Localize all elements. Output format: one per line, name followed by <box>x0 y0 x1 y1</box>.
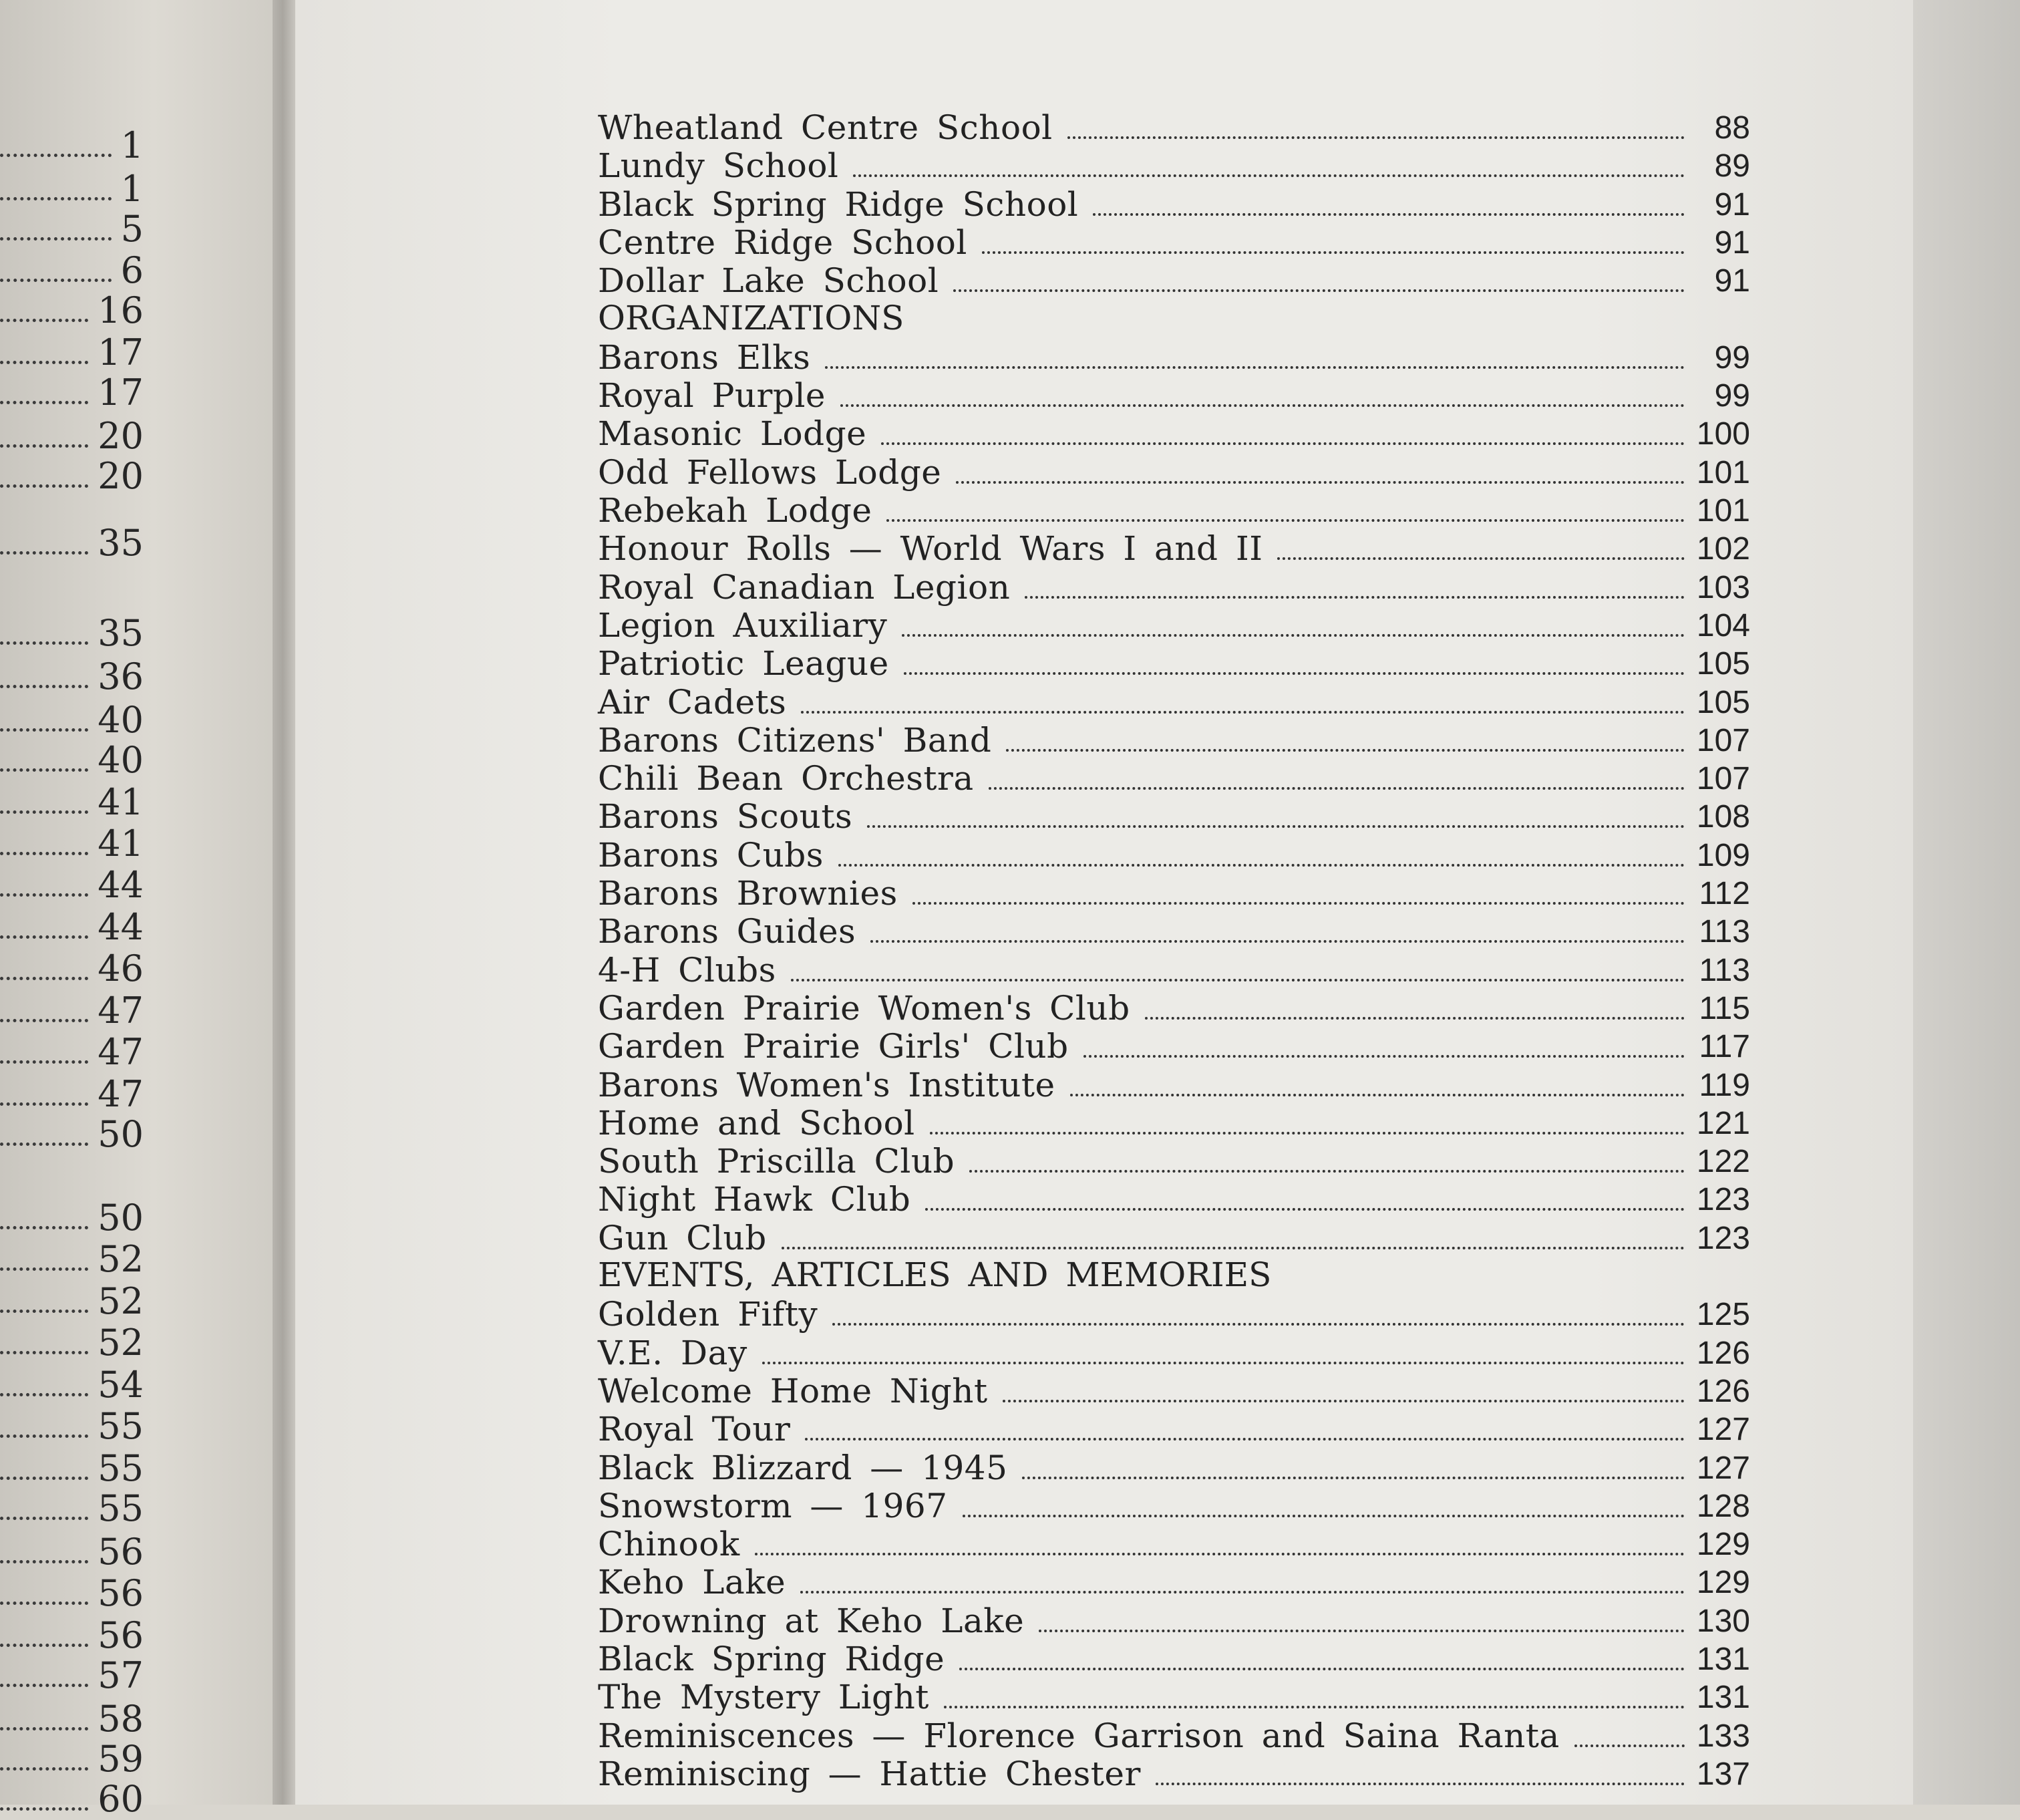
toc-entry <box>598 1370 1750 1408</box>
left-page-number: 35 <box>98 612 144 654</box>
toc-entry <box>598 1676 1750 1714</box>
dot-leader <box>0 641 88 645</box>
dot-leader <box>1083 1055 1685 1058</box>
toc-entry <box>598 1561 1750 1602</box>
dot-leader <box>886 519 1685 522</box>
dot-leader <box>969 1170 1685 1173</box>
left-page-number: 52 <box>98 1322 144 1364</box>
toc-entry-page: 105 <box>1696 646 1750 681</box>
toc-entry <box>598 337 1750 377</box>
toc-entry <box>598 988 1750 1028</box>
dot-leader <box>1003 1400 1685 1402</box>
dot-leader <box>953 289 1685 292</box>
toc-entry-page: 133 <box>1696 1718 1750 1754</box>
left-toc-row <box>0 124 144 166</box>
dot-leader <box>0 977 88 980</box>
toc-entry-page: 101 <box>1696 455 1750 490</box>
dot-leader <box>0 728 88 732</box>
dot-leader <box>0 1727 88 1730</box>
left-page-number: 52 <box>98 1280 144 1322</box>
dot-leader <box>805 1438 1685 1440</box>
toc-entry-title: The Mystery Light <box>598 1678 929 1716</box>
dot-leader <box>0 1517 88 1520</box>
toc-entry <box>598 681 1750 722</box>
toc-entry-page: 109 <box>1696 838 1750 873</box>
toc-entry-page: 131 <box>1696 1680 1750 1715</box>
toc-entry <box>598 796 1750 836</box>
toc-entry <box>598 758 1750 798</box>
toc-entry <box>598 1600 1750 1638</box>
toc-entry-page: 123 <box>1696 1221 1750 1256</box>
dot-leader <box>0 551 88 555</box>
toc-entry-title: Black Spring Ridge <box>598 1640 945 1678</box>
left-toc-row <box>0 1238 144 1280</box>
dot-leader <box>0 319 88 322</box>
dot-leader <box>989 787 1685 790</box>
dot-leader <box>0 1434 88 1438</box>
dot-leader <box>0 935 88 939</box>
left-page-number: 16 <box>98 289 144 331</box>
left-toc-row <box>0 1280 144 1322</box>
dot-leader <box>1025 596 1685 599</box>
dot-leader <box>0 1267 88 1271</box>
dot-leader <box>0 1807 88 1811</box>
left-toc-row <box>0 289 144 331</box>
dot-leader <box>0 1226 88 1229</box>
left-page-number: 44 <box>98 906 144 948</box>
toc-entry-page: 107 <box>1696 761 1750 796</box>
toc-entry <box>598 643 1750 683</box>
toc-entry-title: Reminiscences — Florence Garrison and Saina Ranta <box>598 1716 1560 1755</box>
toc-entry-title: Garden Prairie Women's Club <box>598 989 1130 1028</box>
dot-leader <box>925 1208 1685 1211</box>
toc-entry <box>598 873 1750 913</box>
toc-entry-page: 91 <box>1714 225 1750 261</box>
left-page-number: 1 <box>120 124 144 166</box>
left-toc-row <box>0 1614 144 1656</box>
dot-leader <box>1022 1477 1685 1479</box>
dot-leader <box>801 711 1685 714</box>
dot-leader <box>0 852 88 855</box>
left-page-number: 40 <box>98 699 144 741</box>
dot-leader <box>0 1019 88 1022</box>
toc-entry-title: Royal Tour <box>598 1410 791 1449</box>
toc-entry-page: 130 <box>1696 1604 1750 1639</box>
toc-entry-title: Odd Fellows Lodge <box>598 453 942 492</box>
toc-entry <box>598 949 1750 990</box>
left-page-number: 52 <box>98 1238 144 1280</box>
dot-leader <box>1006 749 1685 752</box>
toc-entry <box>598 1141 1750 1181</box>
toc-entry <box>598 452 1750 492</box>
dot-leader <box>902 634 1685 637</box>
toc-entry <box>598 222 1750 262</box>
toc-entry <box>598 145 1750 185</box>
left-toc-row <box>0 1572 144 1614</box>
toc-entry-page: 127 <box>1696 1412 1750 1447</box>
left-page-number: 20 <box>98 415 144 457</box>
left-toc-row <box>0 1531 144 1573</box>
dot-leader <box>963 1515 1685 1517</box>
left-page-number: 41 <box>98 822 144 865</box>
left-page-number: 57 <box>98 1654 144 1696</box>
toc-entry-title: Barons Guides <box>598 912 856 951</box>
left-toc-row <box>0 455 144 497</box>
left-toc-row <box>0 1113 144 1155</box>
left-toc-row <box>0 781 144 823</box>
section-heading: ORGANIZATIONS <box>598 299 904 337</box>
dot-leader <box>800 1591 1685 1594</box>
left-toc-row <box>0 371 144 414</box>
dot-leader <box>0 1560 88 1563</box>
toc-entry <box>598 911 1750 951</box>
dot-leader <box>840 404 1685 407</box>
left-toc-row <box>0 1322 144 1364</box>
left-page-number: 36 <box>98 655 144 698</box>
toc-entry-page: 117 <box>1699 1029 1750 1064</box>
toc-entry <box>598 413 1750 453</box>
left-page-number: 56 <box>98 1614 144 1656</box>
toc-entry-title: V.E. Day <box>598 1334 747 1372</box>
toc-entry-page: 100 <box>1696 416 1750 452</box>
toc-entry-title: Golden Fifty <box>598 1295 818 1334</box>
toc-entry-title: Gun Club <box>598 1219 767 1257</box>
dot-leader <box>1156 1783 1685 1785</box>
toc-entry <box>598 720 1750 760</box>
toc-entry-title: Welcome Home Night <box>598 1372 988 1410</box>
left-page-number: 44 <box>98 864 144 906</box>
toc-entry-page: 137 <box>1696 1757 1750 1792</box>
left-toc-row <box>0 739 144 781</box>
left-page-number: 55 <box>98 1447 144 1489</box>
toc-entry-title: Drowning at Keho Lake <box>598 1602 1025 1640</box>
toc-entry-title: Legion Auxiliary <box>598 606 888 645</box>
toc-entry <box>598 1523 1750 1561</box>
toc-entry-page: 126 <box>1696 1374 1750 1409</box>
toc-entry <box>598 1064 1750 1102</box>
toc-entry-title: Barons Cubs <box>598 836 824 875</box>
dot-leader <box>944 1706 1685 1708</box>
left-toc-row <box>0 864 144 906</box>
toc-entry-title: South Priscilla Club <box>598 1142 955 1181</box>
toc-entry-title: Keho Lake <box>598 1563 786 1602</box>
toc-entry-page: 103 <box>1696 570 1750 605</box>
dot-leader <box>755 1553 1685 1555</box>
left-toc-row <box>0 1778 144 1820</box>
toc-entry-page: 105 <box>1696 685 1750 720</box>
left-toc-row <box>0 1487 144 1529</box>
toc-entry <box>598 1447 1750 1485</box>
page-edge <box>1913 0 2020 1805</box>
toc-entry <box>598 1753 1750 1791</box>
left-toc-row <box>0 1447 144 1489</box>
dot-leader <box>1070 1094 1685 1096</box>
left-toc-row <box>0 249 144 291</box>
toc-entry-page: 107 <box>1696 723 1750 758</box>
left-page-number: 5 <box>120 208 144 250</box>
dot-leader <box>0 401 88 404</box>
dot-leader <box>782 1247 1685 1249</box>
toc-entry <box>598 107 1750 147</box>
left-toc-row <box>0 1031 144 1073</box>
toc-entry-title: Wheatland Centre School <box>598 108 1053 147</box>
toc-entry-title: Barons Elks <box>598 338 811 377</box>
left-toc-row <box>0 415 144 457</box>
left-page-number: 55 <box>98 1405 144 1447</box>
dot-leader <box>853 174 1685 177</box>
left-page-number: 47 <box>98 990 144 1032</box>
left-toc-row <box>0 1405 144 1447</box>
toc-entry-page: 102 <box>1696 531 1750 567</box>
toc-entry-title: Air Cadets <box>598 683 787 722</box>
section-heading: EVENTS, ARTICLES AND MEMORIES <box>598 1255 1272 1294</box>
left-toc-row <box>0 906 144 948</box>
dot-leader <box>959 1668 1685 1670</box>
toc-entry-title: Black Spring Ridge School <box>598 185 1079 224</box>
dot-leader <box>912 902 1685 905</box>
left-page-number: 50 <box>98 1113 144 1155</box>
toc-entry <box>598 605 1750 645</box>
left-page-number: 58 <box>98 1698 144 1740</box>
left-page-number: 54 <box>98 1364 144 1406</box>
left-page-number: 47 <box>98 1031 144 1073</box>
toc-entry <box>598 835 1750 875</box>
toc-entry <box>598 184 1750 224</box>
toc-entry-page: 129 <box>1696 1527 1750 1562</box>
toc-entry-page: 115 <box>1699 991 1750 1026</box>
dot-leader <box>1039 1630 1685 1632</box>
toc-entry-title: Snowstorm — 1967 <box>598 1487 948 1525</box>
toc-entry-title: Barons Scouts <box>598 797 853 836</box>
toc-entry-page: 91 <box>1714 263 1750 299</box>
dot-leader <box>930 1132 1685 1134</box>
left-page-number: 20 <box>98 455 144 497</box>
dot-leader <box>0 279 112 282</box>
dot-leader <box>0 361 88 364</box>
toc-entry-page: 126 <box>1696 1336 1750 1371</box>
dot-leader <box>0 197 112 200</box>
left-toc-row <box>0 699 144 741</box>
dot-leader <box>0 1143 88 1146</box>
toc-entry-title: Masonic Lodge <box>598 414 867 453</box>
dot-leader <box>1093 213 1685 216</box>
dot-leader <box>0 1351 88 1354</box>
toc-entry-page: 129 <box>1696 1565 1750 1600</box>
toc-entry-page: 91 <box>1714 187 1750 222</box>
left-page-number: 17 <box>98 331 144 373</box>
dot-leader <box>870 940 1685 943</box>
dot-leader <box>956 481 1685 484</box>
dot-leader <box>0 685 88 688</box>
dot-leader <box>0 1477 88 1480</box>
dot-leader <box>0 444 88 448</box>
left-toc-row <box>0 822 144 865</box>
toc-entry-page: 127 <box>1696 1451 1750 1486</box>
dot-leader <box>1067 136 1685 139</box>
left-page-number: 60 <box>98 1778 144 1820</box>
toc-entry-title: Royal Purple <box>598 376 826 415</box>
toc-entry <box>598 1408 1750 1449</box>
dot-leader <box>838 864 1685 867</box>
dot-leader <box>0 1060 88 1064</box>
left-toc-row <box>0 655 144 698</box>
toc-entry-title: Centre Ridge School <box>598 223 967 262</box>
left-toc-row <box>0 990 144 1032</box>
toc-entry <box>598 1179 1750 1219</box>
toc-entry-page: 89 <box>1714 148 1750 184</box>
left-toc-row <box>0 1197 144 1239</box>
left-page-number: 56 <box>98 1572 144 1614</box>
left-toc-row <box>0 168 144 210</box>
dot-leader <box>825 366 1685 369</box>
dot-leader <box>0 484 88 488</box>
toc-entry <box>598 1638 1750 1676</box>
dot-leader <box>0 893 88 897</box>
dot-leader <box>0 237 112 241</box>
dot-leader <box>0 768 88 772</box>
toc-entry-page: 122 <box>1696 1144 1750 1179</box>
left-toc-row <box>0 1073 144 1115</box>
toc-entry-title: Night Hawk Club <box>598 1180 911 1219</box>
dot-leader <box>0 1767 88 1771</box>
toc-entry-page: 99 <box>1714 378 1750 414</box>
left-page-number: 55 <box>98 1487 144 1529</box>
toc-entry-title: Chili Bean Orchestra <box>598 759 974 798</box>
left-toc-row <box>0 1654 144 1696</box>
toc-entry-title: Barons Women's Institute <box>598 1066 1055 1104</box>
toc-entry-title: Honour Rolls — World Wars I and II <box>598 529 1263 568</box>
toc-entry-page: 99 <box>1714 340 1750 375</box>
left-toc-row <box>0 522 144 564</box>
toc-entry-page: 101 <box>1696 493 1750 528</box>
left-page-number: 46 <box>98 947 144 990</box>
toc-entry-title: 4-H Clubs <box>598 951 776 990</box>
toc-entry <box>598 1026 1750 1066</box>
toc-entry-title: Chinook <box>598 1525 740 1563</box>
left-toc-row <box>0 1738 144 1780</box>
left-toc-row <box>0 1364 144 1406</box>
dot-leader <box>0 154 112 157</box>
dot-leader <box>832 1323 1685 1326</box>
toc-entry-page: 112 <box>1699 876 1750 911</box>
left-page-number: 41 <box>98 781 144 823</box>
toc-entry <box>598 528 1750 568</box>
dot-leader <box>1277 557 1685 560</box>
toc-entry-page: 113 <box>1699 953 1750 988</box>
toc-entry-title: Rebekah Lodge <box>598 491 872 530</box>
book-gutter <box>273 0 295 1805</box>
toc-entry <box>598 490 1750 530</box>
toc-entry-page: 88 <box>1714 110 1750 146</box>
toc-entry-page: 125 <box>1696 1297 1750 1332</box>
left-page <box>0 0 279 1820</box>
dot-leader <box>0 1644 88 1647</box>
toc-entry-page: 128 <box>1696 1489 1750 1524</box>
toc-entry <box>598 1332 1750 1370</box>
dot-leader <box>1145 1017 1685 1020</box>
toc-entry-page: 121 <box>1696 1106 1750 1141</box>
dot-leader <box>0 1393 88 1396</box>
dot-leader <box>0 1684 88 1687</box>
toc-entry-title: Dollar Lake School <box>598 261 939 300</box>
toc-entry <box>598 375 1750 415</box>
dot-leader <box>982 251 1685 254</box>
dot-leader <box>762 1362 1685 1364</box>
left-toc-row <box>0 1698 144 1740</box>
left-toc-row <box>0 612 144 654</box>
toc-entry <box>598 567 1750 607</box>
left-toc-row <box>0 208 144 250</box>
dot-leader <box>881 442 1685 445</box>
left-page-number: 17 <box>98 371 144 414</box>
toc-entry-page: 123 <box>1696 1182 1750 1217</box>
toc-entry <box>598 1485 1750 1523</box>
dot-leader <box>1574 1745 1685 1747</box>
toc-entry-title: Barons Citizens' Band <box>598 721 992 760</box>
dot-leader <box>791 979 1685 981</box>
left-page-number: 59 <box>98 1738 144 1780</box>
left-page-number: 50 <box>98 1197 144 1239</box>
toc-entry-page: 104 <box>1696 608 1750 643</box>
left-page-number: 6 <box>120 249 144 291</box>
left-page-number: 56 <box>98 1531 144 1573</box>
dot-leader <box>904 672 1685 675</box>
dot-leader <box>0 1602 88 1605</box>
left-page-number: 1 <box>120 168 144 210</box>
toc-entry-title: Patriotic League <box>598 644 889 683</box>
toc-entry-page: 131 <box>1696 1642 1750 1677</box>
toc-entry-title: Barons Brownies <box>598 874 898 913</box>
toc-entry-page: 119 <box>1699 1068 1750 1103</box>
left-page-number: 35 <box>98 522 144 564</box>
toc-entry <box>598 1715 1750 1753</box>
left-toc-row <box>0 947 144 990</box>
dot-leader <box>0 1310 88 1313</box>
toc-entry-title: Home and School <box>598 1104 915 1143</box>
toc-entry <box>598 1294 1750 1334</box>
dot-leader <box>867 825 1685 828</box>
toc-entry <box>598 1102 1750 1143</box>
toc-entry-page: 113 <box>1699 914 1750 949</box>
toc-entry-title: Lundy School <box>598 146 839 185</box>
left-page-number: 47 <box>98 1073 144 1115</box>
toc-entry-title: Royal Canadian Legion <box>598 568 1011 607</box>
dot-leader <box>0 810 88 814</box>
toc-entry <box>598 260 1750 300</box>
toc-entry-title: Garden Prairie Girls' Club <box>598 1027 1069 1066</box>
toc-entry-title: Reminiscing — Hattie Chester <box>598 1755 1141 1793</box>
toc-entry-title: Black Blizzard — 1945 <box>598 1449 1008 1487</box>
left-toc-row <box>0 331 144 373</box>
toc-entry <box>598 1217 1750 1255</box>
toc-entry-page: 108 <box>1696 799 1750 835</box>
left-page-number: 40 <box>98 739 144 781</box>
dot-leader <box>0 1102 88 1106</box>
